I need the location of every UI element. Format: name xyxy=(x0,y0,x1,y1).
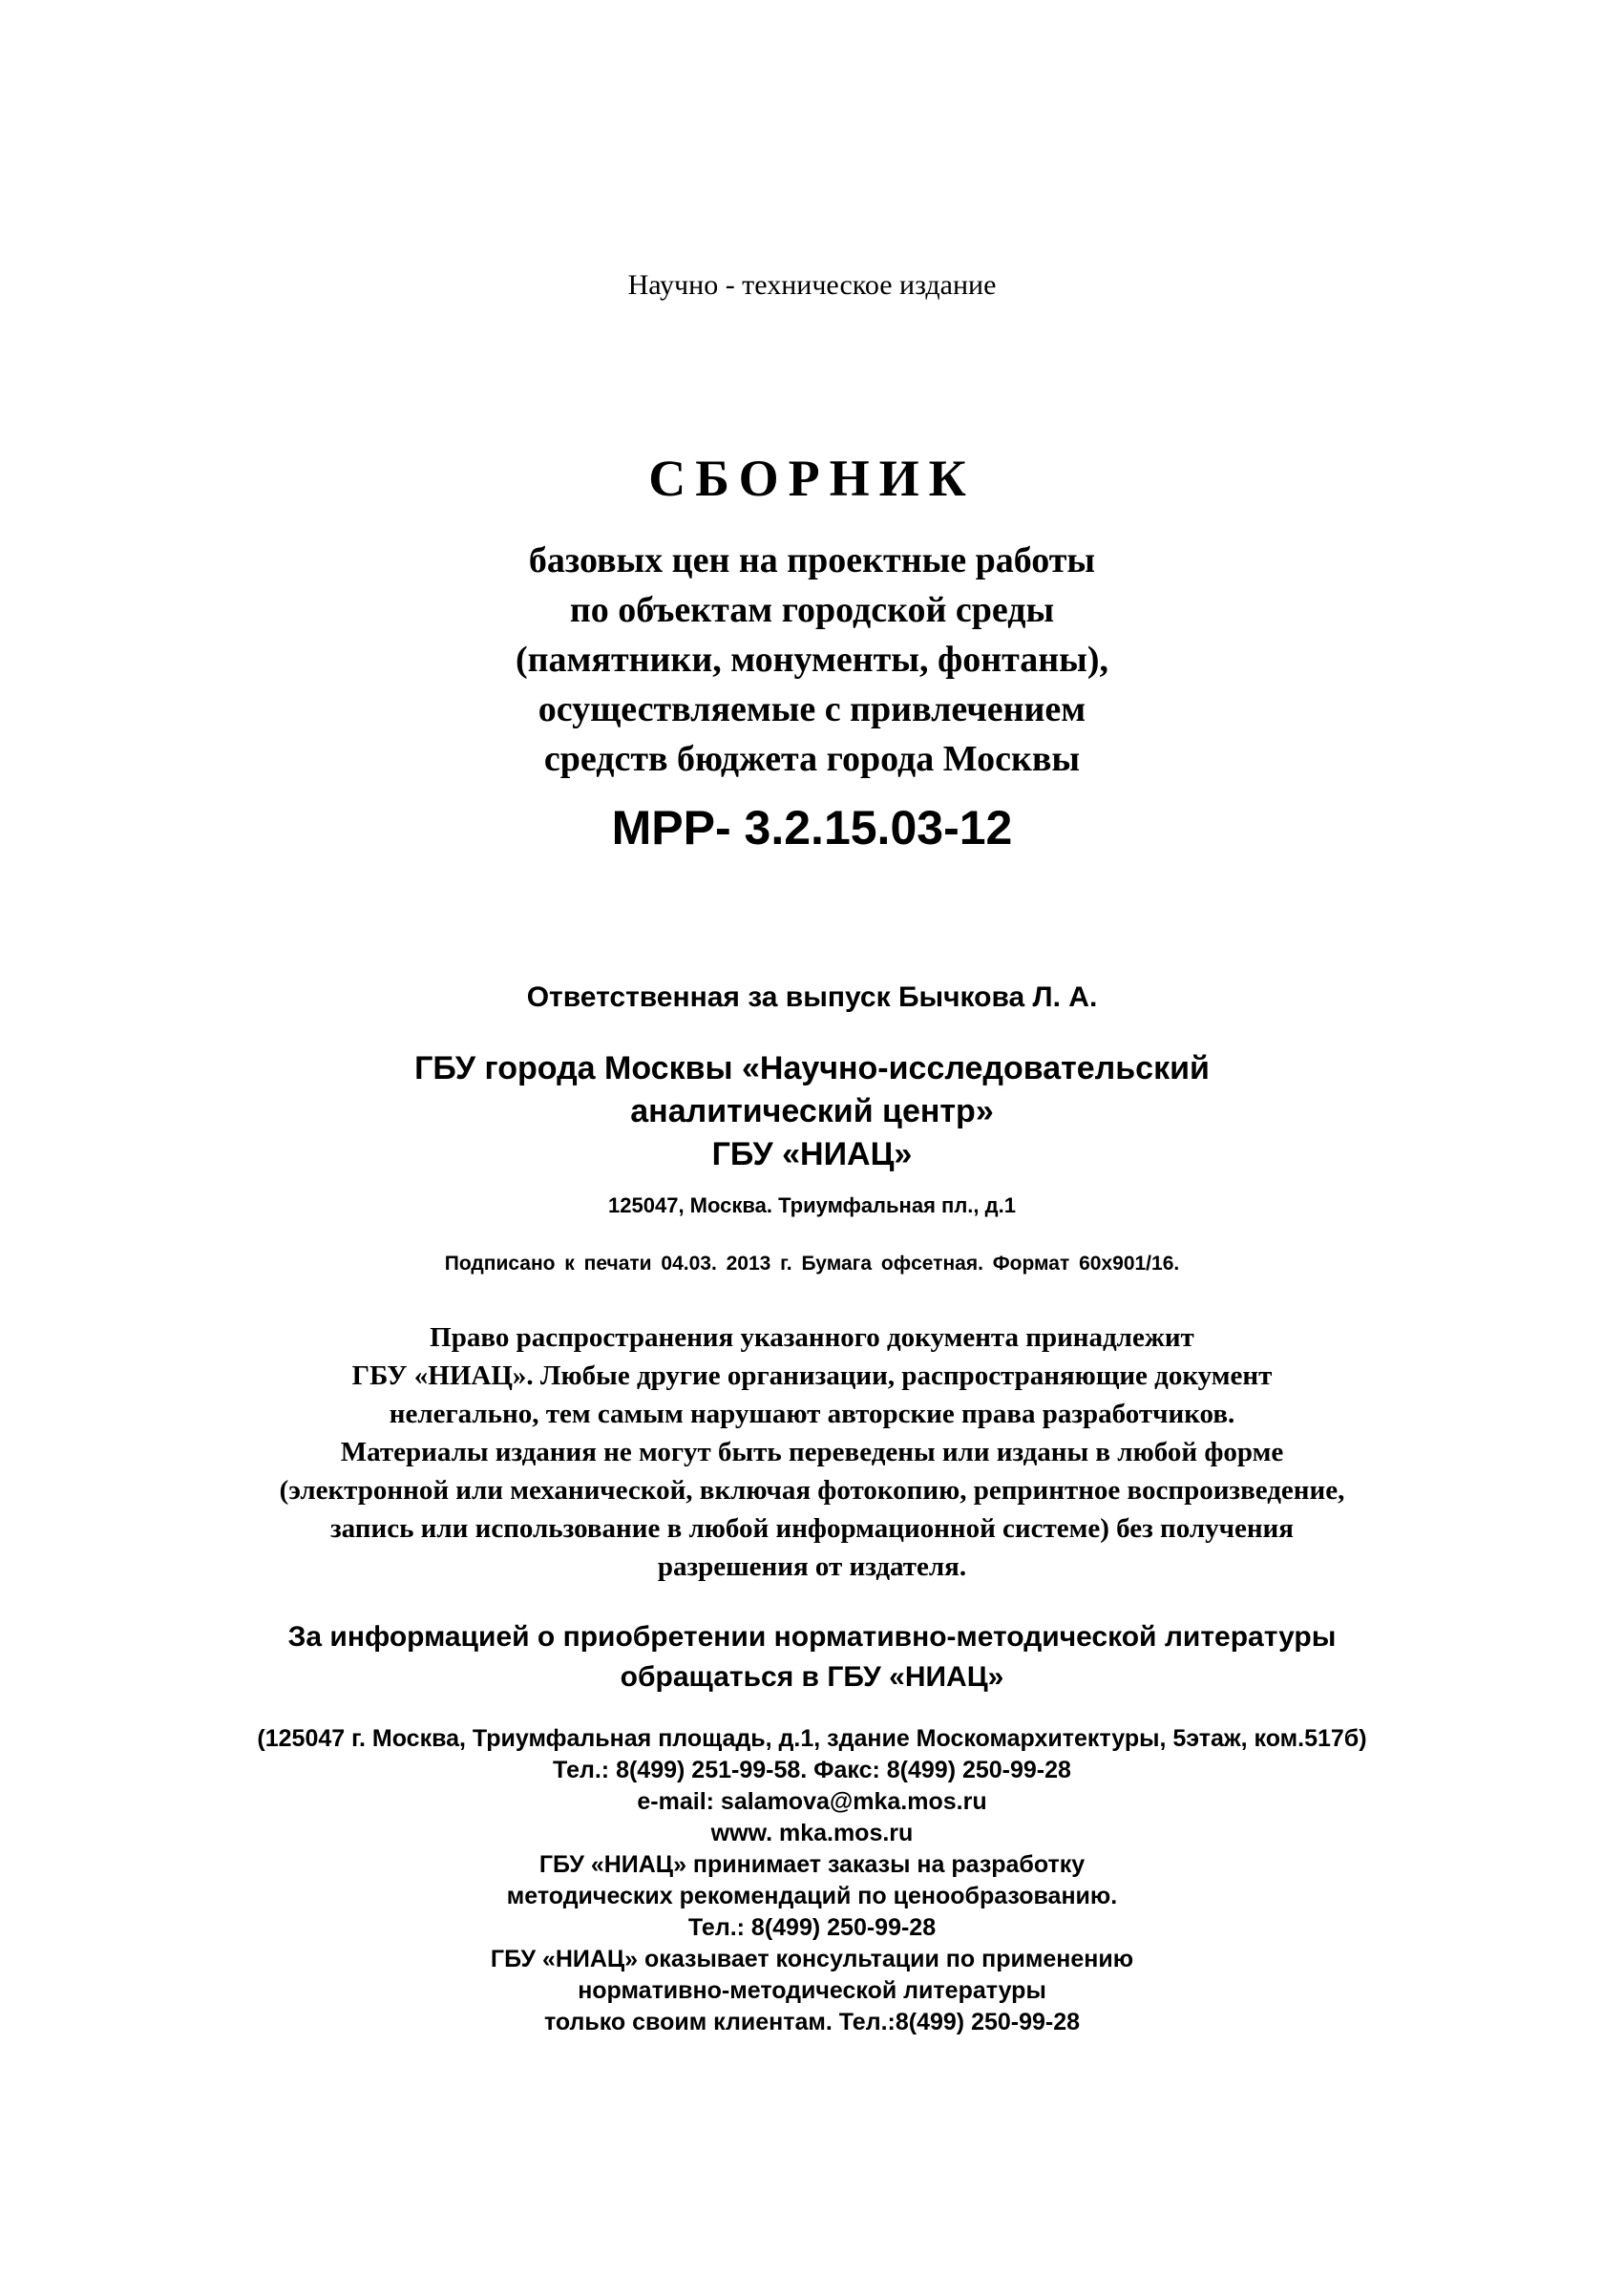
contact-phone: Тел.: 8(499) 250-99-28 xyxy=(687,1914,937,1941)
rights-line: Материалы издания не могут быть переведены или изданы в любой форме xyxy=(340,1437,1284,1467)
organization-line: ГБУ «НИАЦ» xyxy=(711,1136,913,1172)
contact-email: e-mail: salamova@mka.mos.ru xyxy=(637,1788,987,1815)
contact-address: (125047 г. Москва, Триумфальная площадь, д.1, здание Москомархитектуры, 5этаж, ком.517б) xyxy=(257,1725,1367,1752)
contact-line: ГБУ «НИАЦ» принимает заказы на разработку xyxy=(538,1851,1086,1878)
document-code: МРР- 3.2.15.03-12 xyxy=(611,801,1013,854)
organization-line: аналитический центр» xyxy=(630,1093,994,1129)
contact-phone-fax: Тел.: 8(499) 251-99-58. Факс: 8(499) 250-99-28 xyxy=(553,1757,1071,1783)
contact-line: нормативно-методической литературы xyxy=(578,1977,1046,2004)
rights-line: разрешения от издателя. xyxy=(657,1551,967,1582)
rights-line: (электронной или механической, включая фотокопию, репринтное воспроизведение, xyxy=(279,1475,1345,1506)
rights-line: Право распространения указанного документа принадлежит xyxy=(430,1322,1194,1353)
contact-line: ГБУ «НИАЦ» оказывает консультации по применению xyxy=(490,1946,1134,1972)
rights-line: ГБУ «НИАЦ». Любые другие организации, распространяющие документ xyxy=(351,1360,1273,1391)
print-info: Подписано к печати 04.03. 2013 г. Бумага офсетная. Формат 60х901/16. xyxy=(444,1253,1180,1275)
organization-address: 125047, Москва. Триумфальная пл., д.1 xyxy=(608,1193,1016,1217)
organization-line: ГБУ города Москвы «Научно-исследовательский xyxy=(414,1050,1210,1086)
subtitle-line: осуществляемые с привлечением xyxy=(538,689,1086,729)
subtitle-line: средств бюджета города Москвы xyxy=(543,739,1081,779)
contact-phone: только своим клиентам. Тел.:8(499) 250-99-28 xyxy=(543,2009,1081,2035)
responsible-editor: Ответственная за выпуск Бычкова Л. А. xyxy=(526,981,1098,1013)
contact-website: www. mka.mos.ru xyxy=(710,1820,914,1846)
subtitle-line: (памятники, монументы, фонтаны), xyxy=(515,640,1109,680)
info-line: За информацией о приобретении нормативно-методической литературы xyxy=(287,1621,1337,1653)
document-title: СБОРНИК xyxy=(648,450,976,507)
edition-type: Научно - техническое издание xyxy=(627,269,997,301)
info-line: обращаться в ГБУ «НИАЦ» xyxy=(620,1661,1004,1693)
subtitle-line: по объектам городской среды xyxy=(569,590,1055,630)
rights-line: запись или использование в любой информационной системе) без получения xyxy=(330,1513,1294,1544)
rights-line: нелегально, тем самым нарушают авторские права разработчиков. xyxy=(389,1399,1235,1429)
subtitle-line: базовых цен на проектные работы xyxy=(528,540,1096,580)
contact-line: методических рекомендаций по ценообразованию. xyxy=(506,1883,1118,1909)
